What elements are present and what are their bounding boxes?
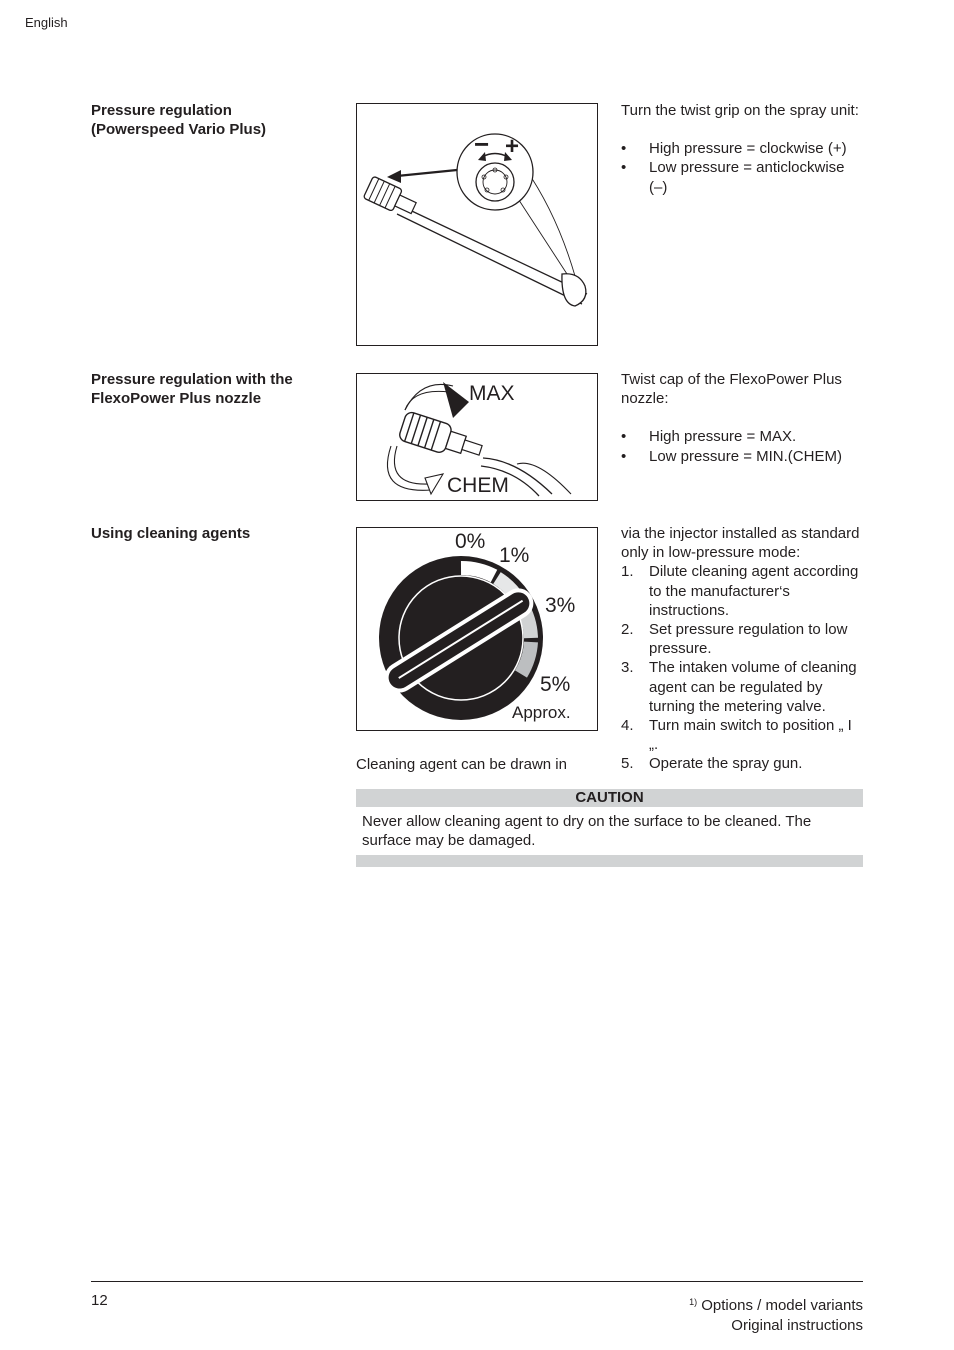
metering-dial-illustration xyxy=(357,528,597,730)
bullet-mark: • xyxy=(621,140,627,158)
figure-twist-grip xyxy=(356,103,598,346)
caution-footer-bar xyxy=(356,855,863,867)
list-item xyxy=(621,158,865,196)
intro-text: Twist cap of the FlexoPower Plus nozzle: xyxy=(621,371,842,408)
list-item xyxy=(621,427,865,446)
list-item xyxy=(621,139,865,158)
figure-metering-dial xyxy=(356,527,598,731)
section-heading-cleaning-agents: Using cleaning agents xyxy=(91,525,251,542)
step-number: 4. xyxy=(621,717,634,735)
list-item-text: High pressure = MAX. xyxy=(649,428,797,446)
section-text-pressure-regulation xyxy=(621,101,865,197)
dial-label-5: 5% xyxy=(540,673,571,696)
step-number: 2. xyxy=(621,621,634,639)
list-item xyxy=(621,754,865,773)
section-heading-flexopower xyxy=(91,370,293,408)
caution-box xyxy=(356,789,863,867)
section-heading-pressure-regulation xyxy=(91,101,266,139)
caution-text: Never allow cleaning agent to dry on the surface to be cleaned. The surface may be damaged. xyxy=(362,813,812,850)
page-number: 12 xyxy=(91,1292,108,1309)
step-number: 1. xyxy=(621,563,634,581)
list-item-text: The intaken volume of cleaning agent can be regulated by turning the metering valve. xyxy=(649,659,857,715)
step-number: 5. xyxy=(621,755,634,773)
intro-text: via the injector installed as standard only in low-pressure mode: xyxy=(621,525,860,562)
list-item xyxy=(621,562,865,620)
list-item xyxy=(621,447,865,466)
dial-label-0: 0% xyxy=(455,530,486,553)
heading-line: Pressure regulation with the xyxy=(91,371,293,388)
bullet-mark: • xyxy=(621,428,627,446)
list-item xyxy=(621,716,865,754)
section-text-flexopower xyxy=(621,370,865,466)
dial-label-3: 3% xyxy=(545,594,576,617)
heading-line: FlexoPower Plus nozzle xyxy=(91,390,262,407)
list-item xyxy=(621,620,865,658)
list-item-text: Set pressure regulation to low pressure. xyxy=(649,621,848,658)
footer-notes xyxy=(689,1292,863,1336)
minus-icon: − xyxy=(474,129,490,159)
dial-label-1: 1% xyxy=(499,544,530,567)
footnote-mark: 1) xyxy=(689,1297,698,1307)
bullet-mark: • xyxy=(621,159,627,177)
heading-line: Pressure regulation xyxy=(91,102,232,119)
list-item-text: Low pressure = MIN.(CHEM) xyxy=(649,447,842,465)
list-item-text: Dilute cleaning agent according to the manufacturer‘s instructions. xyxy=(649,563,859,619)
intro-text: Turn the twist grip on the spray unit: xyxy=(621,102,859,119)
plus-icon: + xyxy=(505,133,520,160)
chem-label: CHEM xyxy=(447,474,509,497)
footnote-text: Options / model variants xyxy=(701,1297,863,1314)
list-item-text: Low pressure = anticlockwise (–) xyxy=(649,159,845,196)
language-label: English xyxy=(25,15,68,30)
list-item-text: High pressure = clockwise (+) xyxy=(649,140,847,158)
figure-flexopower-nozzle xyxy=(356,373,598,501)
twist-grip-illustration xyxy=(357,104,597,345)
bullet-list xyxy=(621,427,865,465)
numbered-list xyxy=(621,562,865,773)
section-text-cleaning-agents xyxy=(621,524,865,774)
dial-label-approx: Approx. xyxy=(512,703,571,722)
list-item-text: Turn main switch to position „ I „. xyxy=(649,717,852,754)
step-number: 3. xyxy=(621,659,634,677)
figure-caption: Cleaning agent can be drawn in xyxy=(356,756,567,773)
bullet-mark: • xyxy=(621,447,627,465)
document-type: Original instructions xyxy=(731,1317,863,1334)
bullet-list xyxy=(621,139,865,197)
list-item xyxy=(621,658,865,716)
flexopower-illustration xyxy=(357,374,597,500)
max-label: MAX xyxy=(469,382,515,405)
list-item-text: Operate the spray gun. xyxy=(649,755,803,773)
heading-line: (Powerspeed Vario Plus) xyxy=(91,121,267,138)
footer-divider xyxy=(91,1281,863,1282)
footnote xyxy=(689,1292,863,1316)
caution-title: CAUTION xyxy=(356,789,863,807)
